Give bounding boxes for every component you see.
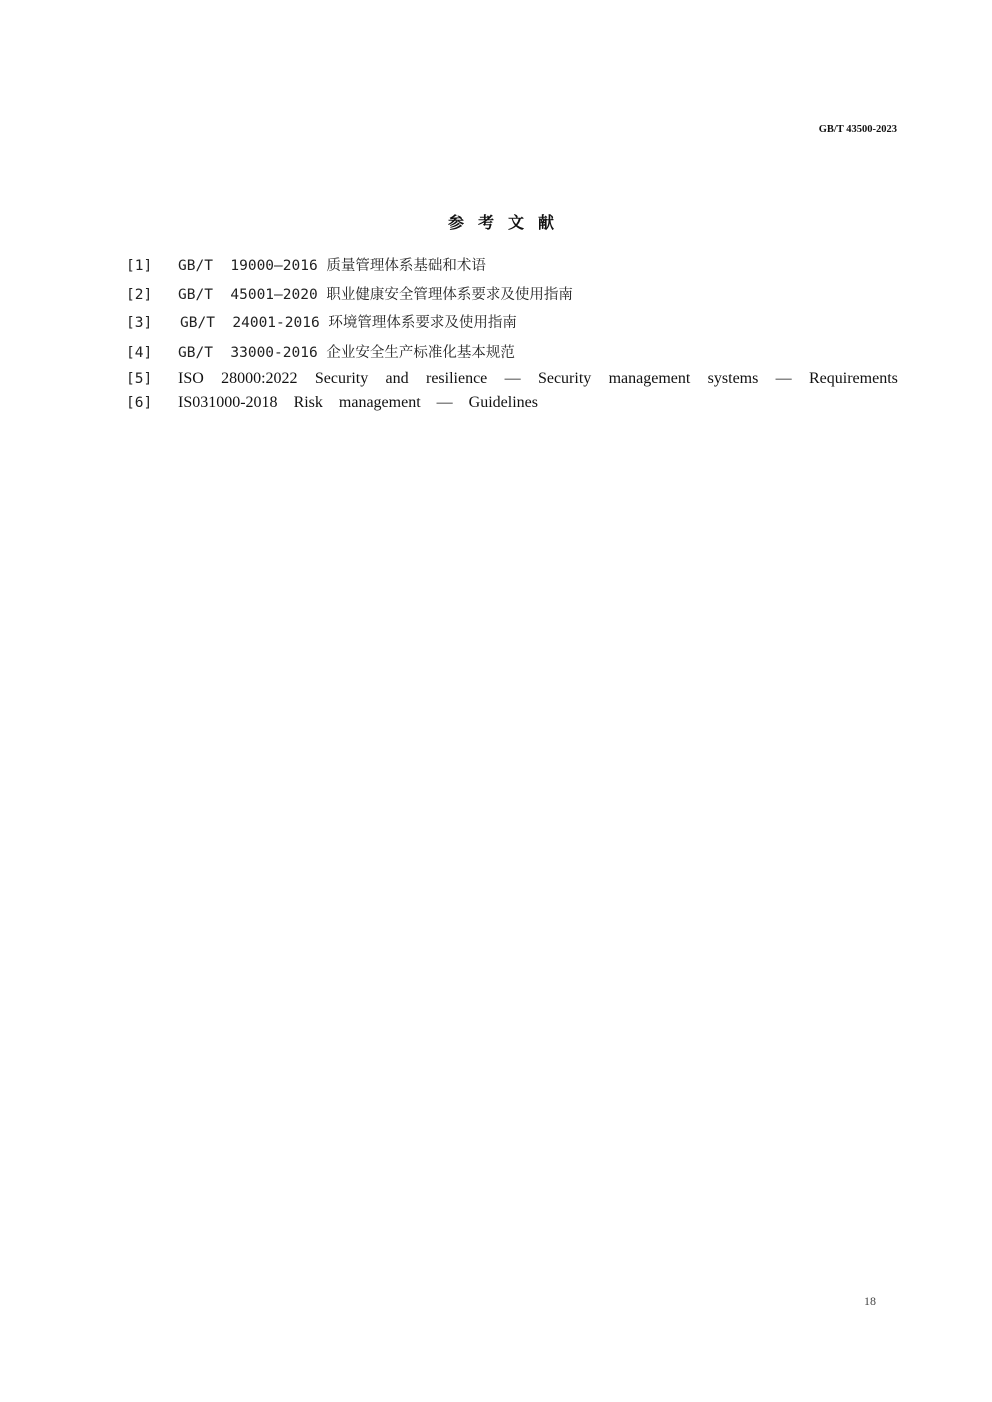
page-title: 参考文献 (447, 213, 568, 232)
reference-text: GB/T 24001-2016 环境管理体系要求及使用指南 (180, 315, 517, 331)
reference-word: Security (537, 370, 592, 387)
reference-text (178, 394, 538, 412)
reference-text (178, 370, 898, 388)
reference-word: 28000:2022 (221, 370, 298, 387)
reference-number: [6] (126, 395, 153, 411)
reference-item (126, 311, 898, 332)
reference-item (126, 283, 898, 304)
reference-number: [4] (126, 345, 153, 361)
reference-word: resilience (425, 370, 488, 387)
reference-item (126, 370, 898, 388)
reference-item (126, 394, 898, 412)
reference-item (126, 254, 898, 275)
reference-item (126, 341, 898, 362)
reference-word: — (775, 370, 792, 387)
reference-word: — (504, 370, 521, 387)
reference-text: GB/T 45001—2020 职业健康安全管理体系要求及使用指南 (178, 287, 573, 303)
reference-number: [2] (126, 287, 153, 303)
reference-number: [5] (126, 371, 153, 387)
reference-word: and (385, 370, 409, 387)
reference-text: GB/T 33000-2016 企业安全生产标准化基本规范 (178, 345, 515, 361)
page-number: 18 (864, 1294, 876, 1308)
reference-word: ISO (178, 370, 204, 387)
standard-number: GB/T 43500-2023 (818, 124, 897, 135)
reference-number: [3] (126, 315, 153, 331)
reference-number: [1] (126, 258, 153, 274)
reference-word: Security (314, 370, 369, 387)
reference-word: — (436, 394, 453, 411)
reference-word: Risk (293, 394, 323, 411)
reference-word: management (338, 394, 421, 411)
reference-text: GB/T 19000—2016 质量管理体系基础和术语 (178, 258, 486, 274)
reference-word: IS031000-2018 (178, 394, 278, 411)
reference-word: Guidelines (468, 394, 538, 411)
reference-word: management (608, 370, 691, 387)
reference-word: systems (707, 370, 759, 387)
reference-word: Requirements (809, 370, 898, 387)
